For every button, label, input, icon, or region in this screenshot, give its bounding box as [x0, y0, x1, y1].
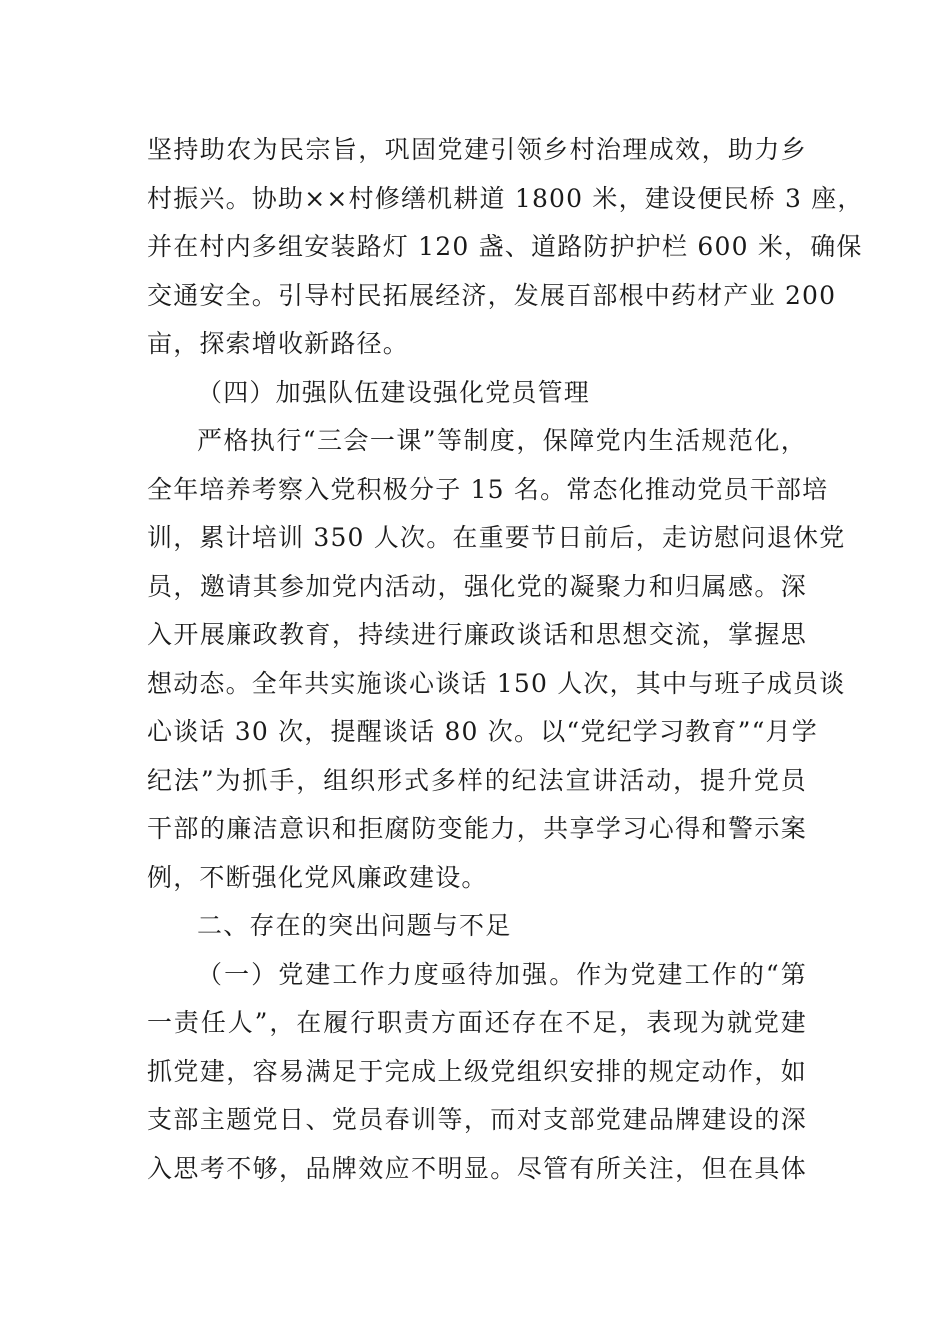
text-line: 员，邀请其参加党内活动，强化党的凝聚力和归属感。深 — [147, 571, 807, 601]
paragraph-start-line: （一）党建工作力度亟待加强。作为党建工作的“第 — [197, 959, 807, 989]
text-line: 村振兴。协助××村修缮机耕道 1800 米，建设便民桥 3 座， — [147, 183, 864, 213]
text-line: 纪法”为抓手，组织形式多样的纪法宣讲活动，提升党员 — [147, 765, 807, 795]
text-line: 亩，探索增收新路径。 — [147, 329, 410, 358]
text-line: 入思考不够，品牌效应不明显。尽管有所关注，但在具体 — [147, 1153, 807, 1183]
document-body — [147, 126, 864, 1193]
text-line: 例，不断强化党风廉政建设。 — [147, 862, 488, 892]
text-line: 并在村内多组安装路灯 120 盏、道路防护护栏 600 米，确保 — [147, 232, 863, 261]
text-line: 一责任人”，在履行职责方面还存在不足，表现为就党建 — [147, 1008, 807, 1037]
text-line: 想动态。全年共实施谈心谈话 150 人次，其中与班子成员谈 — [147, 668, 846, 698]
text-line: 抓党建，容易满足于完成上级党组织安排的规定动作，如 — [147, 1056, 807, 1086]
text-line: 训，累计培训 350 人次。在重要节日前后，走访慰问退休党 — [147, 523, 846, 552]
text-line: 坚持助农为民宗旨，巩固党建引领乡村治理成效，助力乡 — [147, 135, 807, 164]
text-line: 支部主题党日、党员春训等，而对支部党建品牌建设的深 — [147, 1105, 807, 1134]
text-line: 心谈话 30 次，提醒谈话 80 次。以“党纪学习教育”“月学 — [147, 717, 818, 746]
text-line: 全年培养考察入党积极分子 15 名。常态化推动党员干部培 — [147, 474, 829, 504]
paragraph-start-line: 严格执行“三会一课”等制度，保障党内生活规范化， — [197, 426, 807, 455]
paragraph-start-line: （四）加强队伍建设强化党员管理 — [197, 377, 591, 407]
paragraph-start-line: 二、存在的突出问题与不足 — [197, 911, 512, 940]
text-line: 入开展廉政教育，持续进行廉政谈话和思想交流，掌握思 — [147, 620, 807, 649]
text-line: 干部的廉洁意识和拒腐防变能力，共享学习心得和警示案 — [147, 814, 807, 843]
text-line: 交通安全。引导村民拓展经济，发展百部根中药材产业 200 — [147, 280, 837, 310]
